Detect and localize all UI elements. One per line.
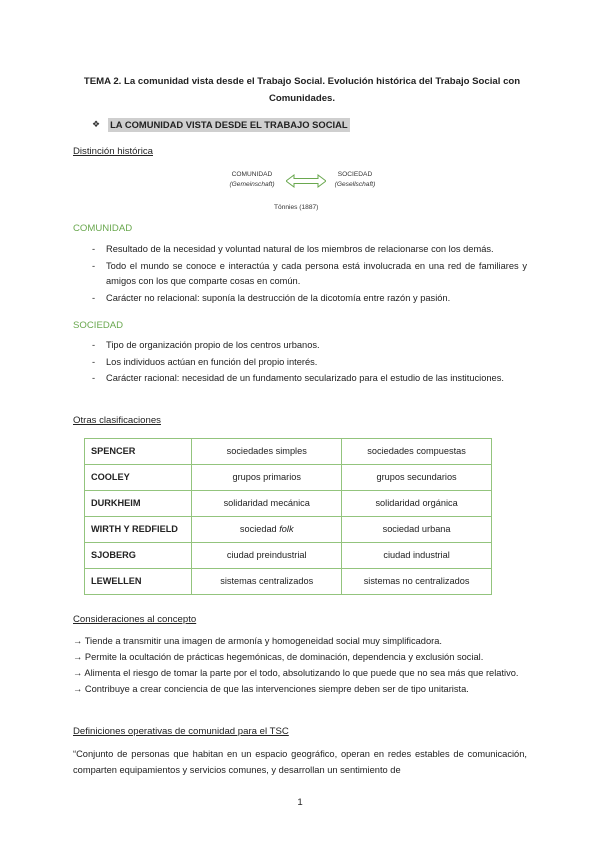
page-title: TEMA 2. La comunidad vista desde el Trabajo Social. Evolución histórica del Trabajo Social con Comunidades.	[83, 76, 521, 104]
table-row	[85, 465, 492, 491]
table-row	[85, 569, 492, 595]
diamond-bullet-icon: ❖	[92, 119, 101, 130]
list-item: → Tiende a transmitir una imagen de armonía y homogeneidad social muy simplificadora.	[73, 636, 442, 646]
dash-bullet: -	[92, 292, 96, 303]
gemeinschaft-label: (Gemeinschaft)	[229, 181, 275, 188]
table-row	[85, 517, 492, 543]
table-row	[85, 491, 492, 517]
table-cell-text: sociedad	[239, 523, 280, 534]
table-cell-author: DURKHEIM	[85, 491, 192, 517]
tonnies-citation: Tönnies (1887)	[274, 204, 319, 211]
list-item-text: Carácter no relacional: suponía la destrucción de la dicotomía entre razón y pasión.	[106, 292, 451, 303]
table-cell: ciudad industrial	[342, 543, 492, 569]
table-cell: solidaridad orgánica	[342, 491, 492, 517]
table-cell: grupos secundarios	[342, 465, 492, 491]
table-cell-author: SJOBERG	[85, 543, 192, 569]
section-heading-text: LA COMUNIDAD VISTA DESDE EL TRABAJO SOCIAL	[110, 119, 348, 130]
consideraciones-heading: Consideraciones al concepto	[73, 614, 197, 625]
otras-heading: Otras clasificaciones	[73, 415, 161, 426]
table-cell-author: WIRTH Y REDFIELD	[85, 517, 192, 543]
sociedad-term-label: SOCIEDAD	[337, 171, 373, 178]
list-item	[73, 291, 527, 307]
dash-bullet: -	[92, 340, 96, 350]
comunidad-list	[73, 242, 527, 307]
sociedad-term	[324, 170, 386, 190]
dash-bullet: -	[92, 244, 96, 254]
page-number: 1	[297, 797, 303, 808]
gesellschaft-label: (Gesellschaft)	[334, 181, 376, 188]
table-cell-emphasis: folk	[279, 523, 294, 534]
list-item-text: Todo el mundo se conoce e interactúa y cada persona está involucrada en una red de familiares y amigos con los que comparte cosas en común.	[106, 260, 527, 286]
double-arrow-icon	[286, 174, 326, 188]
list-item	[73, 242, 527, 258]
consideraciones-list	[73, 633, 527, 697]
list-item-text: Carácter racional: necesidad de un fundamento secularizado para el estudio de las instituciones.	[106, 373, 504, 383]
dash-bullet: -	[92, 356, 96, 367]
list-item: → Contribuye a crear conciencia de que las intervenciones siempre deben ser de tipo unitarista.	[73, 684, 469, 694]
table-row	[85, 439, 492, 465]
list-item	[73, 355, 527, 371]
section-heading	[92, 118, 350, 132]
table-cell: solidaridad mecánica	[192, 491, 342, 517]
definiciones-heading: Definiciones operativas de comunidad para el TSC	[73, 726, 289, 737]
table-cell: ciudad preindustrial	[192, 543, 342, 569]
dash-bullet: -	[92, 260, 96, 271]
table-row	[85, 543, 492, 569]
table-cell: sistemas centralizados	[192, 569, 342, 595]
table-cell: sociedades compuestas	[342, 439, 492, 465]
table-cell: sociedad urbana	[342, 517, 492, 543]
sociedad-heading: SOCIEDAD	[73, 320, 124, 331]
dash-bullet: -	[92, 373, 96, 383]
table-cell-author: LEWELLEN	[85, 569, 192, 595]
list-item	[73, 259, 527, 290]
list-item	[73, 338, 527, 354]
table-cell: sociedades simples	[192, 439, 342, 465]
classification-table	[84, 438, 492, 595]
comunidad-heading: COMUNIDAD	[73, 223, 133, 234]
distincion-heading: Distinción histórica	[73, 146, 153, 157]
list-item	[73, 371, 527, 387]
table-cell-author: SPENCER	[85, 439, 192, 465]
list-item: → Permite la ocultación de prácticas hegemónicas, de dominación, dependencia y exclusión social.	[73, 652, 484, 662]
sociedad-list	[73, 338, 527, 388]
comunidad-term	[222, 170, 282, 190]
definition-paragraph: “Conjunto de personas que habitan en un espacio geográfico, operan en redes estables de comunicación, comparten equipamientos y servicios comunes, y desarrollan un sentimiento de	[73, 749, 527, 775]
comunidad-term-label: COMUNIDAD	[231, 171, 273, 178]
table-cell: grupos primarios	[192, 465, 342, 491]
list-item-text: Los individuos actúan en función del propio interés.	[106, 356, 318, 367]
list-item-text: Resultado de la necesidad y voluntad natural de los miembros de relacionarse con los demás.	[106, 244, 494, 254]
list-item-text: Tipo de organización propio de los centros urbanos.	[106, 340, 320, 350]
table-cell: sistemas no centralizados	[342, 569, 492, 595]
list-item: → Alimenta el riesgo de tomar la parte por el todo, absolutizando lo que puede que no sea más que relativo.	[73, 668, 519, 678]
table-cell	[192, 517, 342, 543]
table-cell-author: COOLEY	[85, 465, 192, 491]
